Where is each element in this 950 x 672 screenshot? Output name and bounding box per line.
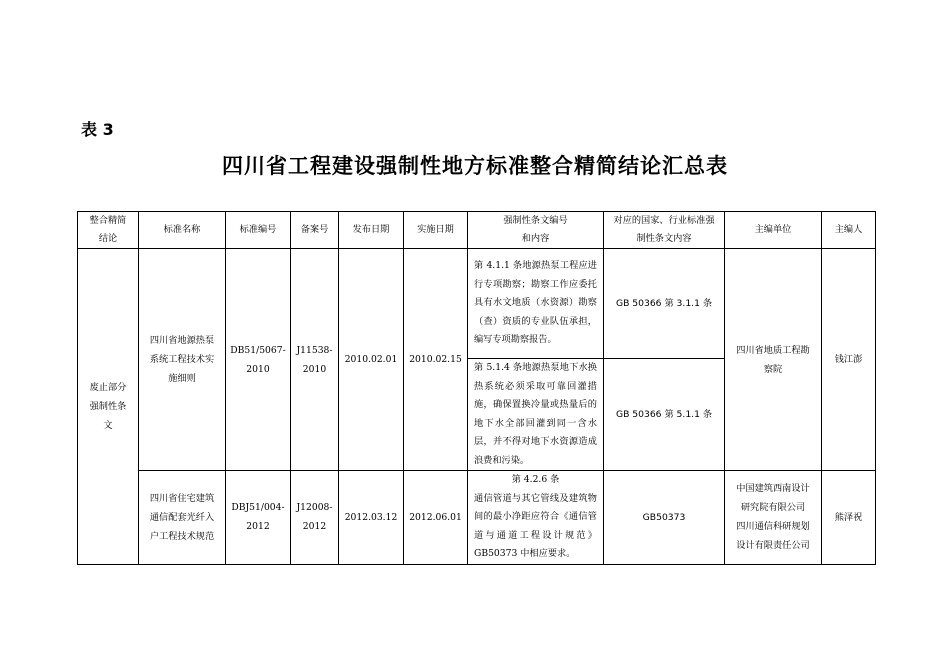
national-clause-cell: GB 50366 第 3.1.1 条 — [604, 249, 725, 359]
header-publish: 发布日期 — [339, 212, 404, 249]
clause-cell — [468, 471, 604, 565]
header-conclusion: 整合精简 结论 — [78, 212, 139, 249]
editing-org-cell: 中国建筑西南设计 研究院有限公司 四川通信科研规划 设计有限责任公司 — [725, 471, 822, 565]
header-org: 主编单位 — [725, 212, 822, 249]
chief-editor-cell: 钱江澎 — [822, 249, 876, 471]
standard-code-cell: DBJ51/004- 2012 — [226, 471, 291, 565]
summary-table — [77, 211, 876, 565]
implement-date-cell: 2012.06.01 — [404, 471, 468, 565]
table-label: 表 3 — [81, 120, 114, 139]
national-clause-cell: GB 50366 第 5.1.1 条 — [604, 359, 725, 471]
publish-date-cell: 2010.02.01 — [339, 249, 404, 471]
clause-cell: 第 4.1.1 条地源热泵工程应进行专项勘察；勘察工作应委托具有水文地质（水资源）勘察（查）资质的专业队伍承担，编写专项勘察报告。 — [468, 249, 604, 359]
clause-text: 通信管道与其它管线及建筑物间的最小净距应符合《通信管道与通道工程设计规范》GB50373 中相应要求。 — [474, 492, 597, 559]
record-number-cell: J12008- 2012 — [291, 471, 339, 565]
record-number-cell: J11538- 2010 — [291, 249, 339, 471]
clause-cell: 第 5.1.4 条地源热泵地下水换热系统必须采取可靠回灌措施，确保置换冷量或热量后的地下水全部回灌到同一含水层，并不得对地下水资源造成浪费和污染。 — [468, 359, 604, 471]
publish-date-cell: 2012.03.12 — [339, 471, 404, 565]
header-name: 标准名称 — [139, 212, 226, 249]
clause-number: 第 4.2.6 条 — [511, 474, 560, 485]
standard-name-cell: 四川省住宅建筑 通信配套光纤入 户工程技术规范 — [139, 471, 226, 565]
header-implement: 实施日期 — [404, 212, 468, 249]
national-clause-cell: GB50373 — [604, 471, 725, 565]
table-row — [78, 471, 876, 565]
header-national: 对应的国家、行业标准强 制性条文内容 — [604, 212, 725, 249]
table-row — [78, 249, 876, 359]
header-editor: 主编人 — [822, 212, 876, 249]
header-row — [78, 212, 876, 249]
page-title: 四川省工程建设强制性地方标准整合精简结论汇总表 — [222, 153, 728, 178]
group-conclusion-cell: 废止部分 强制性条 文 — [78, 249, 139, 565]
editing-org-cell: 四川省地质工程勘 察院 — [725, 249, 822, 471]
header-code: 标准编号 — [226, 212, 291, 249]
header-record: 备案号 — [291, 212, 339, 249]
standard-name-cell: 四川省地源热泵 系统工程技术实 施细则 — [139, 249, 226, 471]
standard-code-cell: DB51/5067- 2010 — [226, 249, 291, 471]
header-clause: 强制性条文编号 和内容 — [468, 212, 604, 249]
chief-editor-cell: 熊泽祝 — [822, 471, 876, 565]
implement-date-cell: 2010.02.15 — [404, 249, 468, 471]
